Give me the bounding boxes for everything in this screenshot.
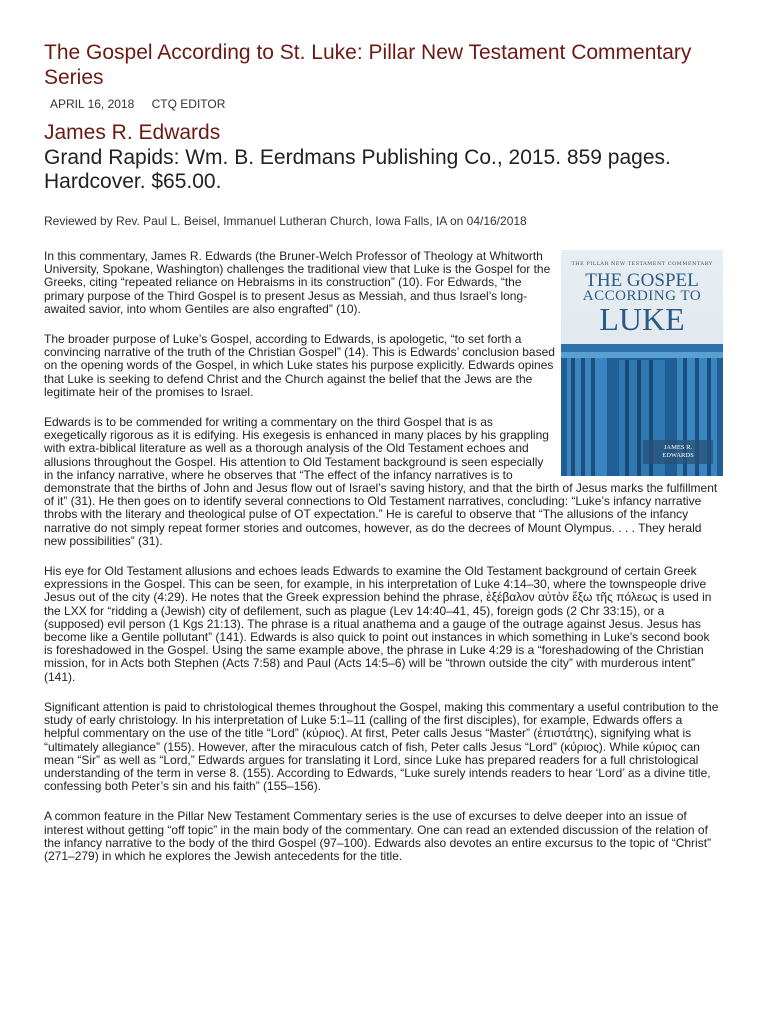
cover-title-line1: THE GOSPEL [585, 270, 699, 291]
paragraph: In this commentary, James R. Edwards (the Bruner-Welch Professor of Theology at Whitworth University, Spokane, Washington) challenges the traditional view that Luke is the Gospel for the Greeks, citing “repeated reliance on Hebraisms in its construction” (10). For Edwards, “the primary purpose of the Third Gospel is to present Jesus as Messiah, and thus Israel’s long-awaited savior, into whom Gentiles are also engrafted” (10). [44, 249, 551, 316]
article-title[interactable]: The Gospel According to St. Luke: Pillar New Testament Commentary Series [44, 41, 692, 89]
cover-author [643, 440, 713, 464]
post-category[interactable]: CTQ EDITOR [151, 97, 226, 111]
cover-author-line2: EDWARDS [662, 452, 694, 459]
cover-series: THE PILLAR NEW TESTAMENT COMMENTARY [571, 261, 713, 267]
post-date: APRIL 16, 2018 [50, 97, 135, 111]
cover-title-line2: ACCORDING TO [582, 288, 702, 304]
publication-info: Grand Rapids: Wm. B. Eerdmans Publishing Co., 2015. 859 pages. Hardcover. $65.00. [44, 146, 671, 193]
article-body [44, 250, 720, 880]
paragraph: His eye for Old Testament allusions and echoes leads Edwards to examine the Old Testament background of certain Greek expressions in the Gospel. This can be seen, for example, in his interpretation of Luke 4:14–30, where the townspeople drive Jesus out of the city (4:29). He notes that the Greek expression behind the phrase, ἐξέβαλον αὐτὸν ἔξω τῆς πόλεως is used in the LXX for “ridding a (Jewish) city of defilement, such as plague (Lev 14:40–41, 45), foreign gods (2 Chr 33:15), or a (supposed) evil person (1 Kgs 21:13). The phrase is a ritual anathema and a gauge of the outrage against Jesus. Jesus has become like a Gentile pollutant” (141). Edwards is also quick to point out instances in which something in Luke’s second book is foreshadowed in the Gospel. Using the same example above, the phrase in Luke 4:29 is a “foreshadowing of the Christian mission, for in Acts both Stephen (Acts 7:58) and Paul (Acts 14:5–6) will be “thrown outside the city” with murderous intent” (141). [44, 564, 712, 684]
paragraph: A common feature in the Pillar New Testament Commentary series is the use of excurses to delve deeper into an issue of interest without getting “off topic” in the main body of the commentary. One can read an extended discussion of the relation of the infancy narrative to the body of the third Gospel (97–100). Edwards also devotes an entire excursus to the topic of “Christ” (271–279) in which he explores the Jewish antecedents for the title. [44, 809, 712, 863]
book-cover-image [561, 250, 723, 476]
paragraph: Significant attention is paid to christological themes throughout the Gospel, making this commentary a useful contribution to the study of early christology. In his interpretation of Luke 5:1–11 (calling of the first disciples), for example, Edwards offers a helpful commentary on the use of the title “Lord” (κύριος). At first, Peter calls Jesus “Master” (ἐπιστάτης), signifying what is “ultimately allegiance” (155). However, after the miraculous catch of fish, Peter calls Jesus “Lord” (κύριος). While κύριος can mean “Sir” as well as “Lord,” Edwards argues for translating it Lord, since Luke has prepared readers for a full christological understanding of the term in verse 8. (155). According to Edwards, “Luke surely intends readers to hear ‘Lord’ as a divine title, confessing both Peter’s sin and his faith” (155–156). [44, 699, 719, 794]
cover-author-line1: JAMES R. [663, 444, 693, 451]
article-meta [50, 97, 239, 111]
book-author: James R. Edwards [44, 121, 221, 144]
paragraph: The broader purpose of Luke’s Gospel, according to Edwards, is apologetic, “to set forth a convincing narrative of the truth of the Christian Gospel” (14). This is Edwards’ conclusion based on the opening words of the Gospel, in which Luke states his purpose explicitly. Edwards opines that Luke is seeking to defend Christ and the Church against the belief that the Jews are the legitimate heir of the promises to Israel. [44, 332, 555, 399]
reviewer-line: Reviewed by Rev. Paul L. Beisel, Immanuel Lutheran Church, Iowa Falls, IA on 04/16/2018 [44, 214, 527, 228]
paragraph: Edwards is to be commended for writing a commentary on the third Gospel that is as exegetically rigorous as it is edifying. His exegesis is enhanced in many places by his grappling with extra-biblical literature as well as a thorough analysis of the Old Testament echoes and allusions throughout the Gospel. His attention to Old Testament background is seen especially in the infancy narrative, where he observes that “The effect of the infancy narratives is to demonstrate that the births of John and Jesus flow out of Israel’s saving history, and that the birth of Jesus marks the fulfillment of it” (31). He then goes on to identify several connections to Old Testament narratives, concluding: “Luke’s infancy narrative throbs with the literary and theological pulse of OT expectation.” He is careful to observe that “The allusions of the infancy narrative do not simply repeat former stories and outcomes, however, as do the decrees of Mount Olympus. . . . They herald new possibilities” (31). [44, 415, 718, 548]
cover-title-line3: LUKE [599, 301, 685, 337]
